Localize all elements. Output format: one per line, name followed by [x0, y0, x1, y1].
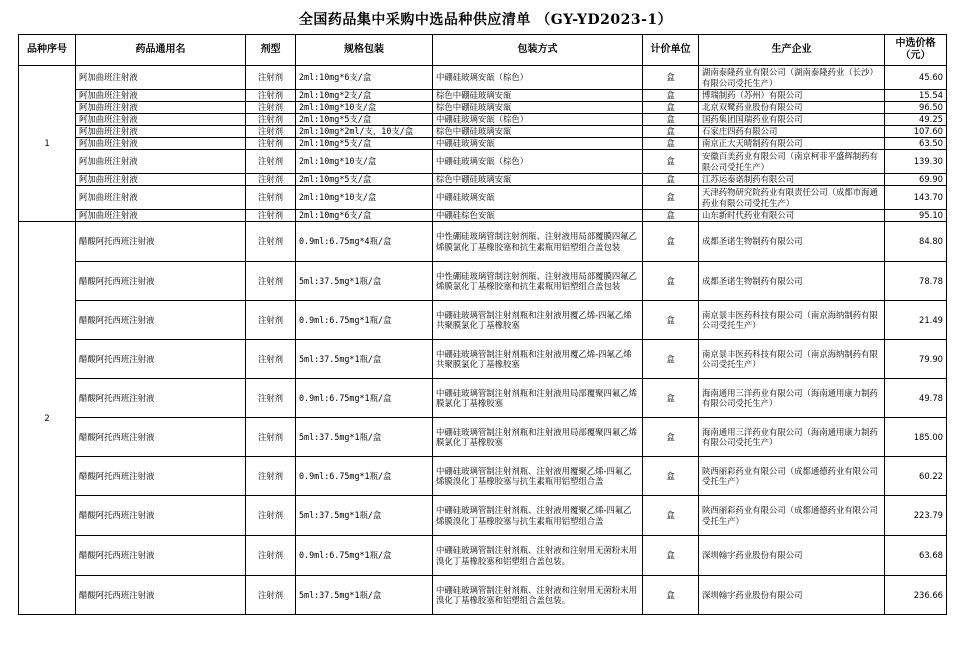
cell-name: 阿加曲班注射液: [76, 90, 246, 102]
cell-company: 江苏运泰诺制药有限公司: [699, 174, 885, 186]
cell-company: 国药集团国瑞药业有限公司: [699, 114, 885, 126]
cell-form: 注射剂: [246, 222, 296, 262]
cell-unit: 盒: [643, 174, 699, 186]
cell-company: 深圳翰宇药业股份有限公司: [699, 536, 885, 576]
cell-unit: 盒: [643, 262, 699, 301]
cell-pack: 中硼硅玻璃安瓿（棕色）: [433, 114, 643, 126]
cell-price: 49.25: [885, 114, 947, 126]
cell-company: 深圳翰宇药业股份有限公司: [699, 576, 885, 615]
cell-price: 96.50: [885, 102, 947, 114]
table-row: [19, 66, 947, 90]
cell-unit: 盒: [643, 126, 699, 138]
cell-name: 阿加曲班注射液: [76, 102, 246, 114]
cell-unit: 盒: [643, 536, 699, 576]
cell-form: 注射剂: [246, 114, 296, 126]
cell-name: 醋酸阿托西班注射液: [76, 418, 246, 457]
header-company: 生产企业: [699, 35, 885, 66]
cell-price: 223.79: [885, 496, 947, 536]
cell-price: 49.78: [885, 379, 947, 418]
header-price: 中选价格（元）: [885, 35, 947, 66]
cell-pack: 中硼硅玻璃安瓿: [433, 186, 643, 210]
table-row: [19, 126, 947, 138]
cell-pack: 中硼硅玻璃管制注射剂瓶和注射液用覆乙烯-四氟乙烯共聚膜氯化丁基橡胶塞: [433, 301, 643, 340]
cell-unit: 盒: [643, 102, 699, 114]
cell-spec: 2ml:10mg*5支/盒: [296, 174, 433, 186]
cell-name: 醋酸阿托西班注射液: [76, 496, 246, 536]
header-row: [19, 35, 947, 66]
table-row: [19, 174, 947, 186]
table-row: [19, 222, 947, 262]
cell-company: 陕西丽彩药业有限公司（成都通德药业有限公司受托生产）: [699, 496, 885, 536]
cell-name: 醋酸阿托西班注射液: [76, 222, 246, 262]
cell-unit: 盒: [643, 222, 699, 262]
table-row: [19, 210, 947, 222]
cell-name: 醋酸阿托西班注射液: [76, 340, 246, 379]
cell-company: 天津药物研究院药业有限责任公司（成都市海通药业有限公司受托生产）: [699, 186, 885, 210]
cell-spec: 0.9ml:6.75mg*1瓶/盒: [296, 301, 433, 340]
cell-form: 注射剂: [246, 174, 296, 186]
cell-spec: 0.9ml:6.75mg*1瓶/盒: [296, 379, 433, 418]
cell-pack: 中硼硅玻璃安瓿（棕色）: [433, 150, 643, 174]
cell-company: 南京正大天晴制药有限公司: [699, 138, 885, 150]
table-row: [19, 102, 947, 114]
cell-company: 山东新时代药业有限公司: [699, 210, 885, 222]
table-row: [19, 186, 947, 210]
cell-unit: 盒: [643, 210, 699, 222]
cell-pack: 中硼硅玻璃安瓿: [433, 138, 643, 150]
cell-name: 阿加曲班注射液: [76, 174, 246, 186]
cell-company: 北京双鹭药业股份有限公司: [699, 102, 885, 114]
cell-form: 注射剂: [246, 301, 296, 340]
cell-spec: 2ml:10mg*2支/盒: [296, 90, 433, 102]
cell-spec: 2ml:10mg*6支/盒: [296, 210, 433, 222]
cell-form: 注射剂: [246, 102, 296, 114]
cell-company: 安徽百美药业有限公司（南京柯菲平盛辉制药有限公司受托生产）: [699, 150, 885, 174]
cell-price: 63.68: [885, 536, 947, 576]
cell-company: 石家庄四药有限公司: [699, 126, 885, 138]
cell-spec: 0.9ml:6.75mg*1瓶/盒: [296, 457, 433, 496]
cell-name: 醋酸阿托西班注射液: [76, 576, 246, 615]
cell-pack: 中硼硅玻璃管制注射剂瓶、注射液和注射用无菌粉末用溴化丁基橡胶塞和铝塑组合盖包装。: [433, 576, 643, 615]
cell-name: 醋酸阿托西班注射液: [76, 457, 246, 496]
table-row: [19, 576, 947, 615]
cell-spec: 2ml:10mg*10支/盒: [296, 102, 433, 114]
table-row: [19, 114, 947, 126]
cell-name: 阿加曲班注射液: [76, 210, 246, 222]
cell-form: 注射剂: [246, 379, 296, 418]
cell-company: 陕西丽彩药业有限公司（成都通德药业有限公司受托生产）: [699, 457, 885, 496]
cell-pack: 中硼硅玻璃管制注射剂瓶、注射液和注射用无菌粉末用溴化丁基橡胶塞和铝塑组合盖包装。: [433, 536, 643, 576]
cell-unit: 盒: [643, 418, 699, 457]
cell-name: 醋酸阿托西班注射液: [76, 262, 246, 301]
cell-spec: 2ml:10mg*10支/盒: [296, 150, 433, 174]
cell-form: 注射剂: [246, 210, 296, 222]
cell-pack: 中性硼硅玻璃管制注射剂瓶、注射液用局部覆膜四氟乙烯膜氯化丁基橡胶塞和抗生素瓶用铝塑组合盖包装: [433, 262, 643, 301]
table-body: [19, 66, 947, 615]
cell-form: 注射剂: [246, 150, 296, 174]
cell-pack: 中硼硅玻璃安瓿（棕色）: [433, 66, 643, 90]
cell-unit: 盒: [643, 186, 699, 210]
cell-company: 成都圣诺生物制药有限公司: [699, 222, 885, 262]
cell-spec: 5ml:37.5mg*1瓶/盒: [296, 496, 433, 536]
cell-name: 阿加曲班注射液: [76, 126, 246, 138]
cell-name: 醋酸阿托西班注射液: [76, 301, 246, 340]
cell-spec: 2ml:10mg*10支/盒: [296, 186, 433, 210]
cell-unit: 盒: [643, 457, 699, 496]
cell-name: 阿加曲班注射液: [76, 186, 246, 210]
cell-pack: 中硼硅玻璃管制注射剂瓶、注射液用覆聚乙烯-四氟乙烯膜溴化丁基橡胶塞与抗生素瓶用铝塑组合盖: [433, 457, 643, 496]
header-spec: 规格包装: [296, 35, 433, 66]
cell-unit: 盒: [643, 496, 699, 536]
cell-form: 注射剂: [246, 576, 296, 615]
table-row: [19, 262, 947, 301]
header-form: 剂型: [246, 35, 296, 66]
cell-price: 236.66: [885, 576, 947, 615]
cell-price: 15.54: [885, 90, 947, 102]
cell-form: 注射剂: [246, 66, 296, 90]
cell-spec: 2ml:10mg*5支/盒: [296, 114, 433, 126]
cell-spec: 0.9ml:6.75mg*1瓶/盒: [296, 536, 433, 576]
cell-spec: 2ml:10mg*6支/盒: [296, 66, 433, 90]
cell-spec: 5ml:37.5mg*1瓶/盒: [296, 340, 433, 379]
table-row: [19, 90, 947, 102]
table-row: [19, 138, 947, 150]
cell-unit: 盒: [643, 90, 699, 102]
cell-pack: 中性硼硅玻璃管制注射剂瓶、注射液用局部覆膜四氟乙烯膜氯化丁基橡胶塞和抗生素瓶用铝塑组合盖包装: [433, 222, 643, 262]
cell-company: 博瑞制药（苏州）有限公司: [699, 90, 885, 102]
table-row: [19, 301, 947, 340]
cell-unit: 盒: [643, 301, 699, 340]
cell-price: 139.30: [885, 150, 947, 174]
cell-spec: 0.9ml:6.75mg*4瓶/盒: [296, 222, 433, 262]
cell-price: 69.90: [885, 174, 947, 186]
cell-pack: 棕色中硼硅玻璃安瓿: [433, 174, 643, 186]
cell-price: 45.60: [885, 66, 947, 90]
cell-pack: 中硼硅棕色安瓿: [433, 210, 643, 222]
document-title: 全国药品集中采购中选品种供应清单 （GY-YD2023-1）: [298, 12, 673, 28]
cell-form: 注射剂: [246, 457, 296, 496]
cell-spec: 5ml:37.5mg*1瓶/盒: [296, 576, 433, 615]
table-row: [19, 496, 947, 536]
cell-form: 注射剂: [246, 536, 296, 576]
cell-name: 阿加曲班注射液: [76, 66, 246, 90]
cell-unit: 盒: [643, 138, 699, 150]
cell-spec: 5ml:37.5mg*1瓶/盒: [296, 418, 433, 457]
cell-name: 阿加曲班注射液: [76, 138, 246, 150]
cell-form: 注射剂: [246, 340, 296, 379]
cell-spec: 2ml:10mg*5支/盒: [296, 138, 433, 150]
cell-price: 60.22: [885, 457, 947, 496]
cell-price: 21.49: [885, 301, 947, 340]
cell-company: 南京景丰医药科技有限公司（南京海纳制药有限公司受托生产）: [699, 301, 885, 340]
cell-price: 143.70: [885, 186, 947, 210]
header-pack: 包装方式: [433, 35, 643, 66]
cell-price: 84.80: [885, 222, 947, 262]
cell-company: 南京景丰医药科技有限公司（南京海纳制药有限公司受托生产）: [699, 340, 885, 379]
cell-spec: 2ml:10mg*2ml/支，10支/盒: [296, 126, 433, 138]
cell-name: 阿加曲班注射液: [76, 114, 246, 126]
table-row: [19, 340, 947, 379]
cell-price: 107.60: [885, 126, 947, 138]
group-number: 1: [19, 66, 76, 222]
cell-name: 阿加曲班注射液: [76, 150, 246, 174]
table-row: [19, 379, 947, 418]
table-row: [19, 536, 947, 576]
table-row: [19, 150, 947, 174]
cell-form: 注射剂: [246, 90, 296, 102]
cell-price: 95.10: [885, 210, 947, 222]
cell-pack: 中硼硅玻璃管制注射剂瓶、注射液用覆聚乙烯-四氟乙烯膜溴化丁基橡胶塞与抗生素瓶用铝塑组合盖: [433, 496, 643, 536]
cell-pack: 中硼硅玻璃管制注射剂瓶和注射液用局部覆聚四氟乙烯膜氯化丁基橡胶塞: [433, 379, 643, 418]
cell-price: 185.00: [885, 418, 947, 457]
table-row: [19, 457, 947, 496]
cell-price: 63.50: [885, 138, 947, 150]
cell-name: 醋酸阿托西班注射液: [76, 379, 246, 418]
cell-unit: 盒: [643, 379, 699, 418]
cell-pack: 棕色中硼硅玻璃安瓿: [433, 102, 643, 114]
cell-company: 海南通用三洋药业有限公司（海南通用康力制药有限公司受托生产）: [699, 379, 885, 418]
group-number: 2: [19, 222, 76, 615]
cell-pack: 棕色中硼硅玻璃安瓿: [433, 90, 643, 102]
cell-unit: 盒: [643, 114, 699, 126]
cell-pack: 中硼硅玻璃管制注射剂瓶和注射液用覆乙烯-四氟乙烯共聚膜氯化丁基橡胶塞: [433, 340, 643, 379]
cell-form: 注射剂: [246, 126, 296, 138]
cell-name: 醋酸阿托西班注射液: [76, 536, 246, 576]
cell-unit: 盒: [643, 340, 699, 379]
cell-pack: 棕色中硼硅玻璃安瓿: [433, 126, 643, 138]
table-row: [19, 418, 947, 457]
header-unit: 计价单位: [643, 35, 699, 66]
cell-spec: 5ml:37.5mg*1瓶/盒: [296, 262, 433, 301]
cell-unit: 盒: [643, 150, 699, 174]
cell-pack: 中硼硅玻璃管制注射剂瓶和注射液用局部覆聚四氟乙烯膜氯化丁基橡胶塞: [433, 418, 643, 457]
cell-price: 79.90: [885, 340, 947, 379]
cell-form: 注射剂: [246, 418, 296, 457]
header-no: 品种序号: [19, 35, 76, 66]
cell-form: 注射剂: [246, 262, 296, 301]
cell-company: 海南通用三洋药业有限公司（海南通用康力制药有限公司受托生产）: [699, 418, 885, 457]
cell-form: 注射剂: [246, 186, 296, 210]
cell-unit: 盒: [643, 576, 699, 615]
supply-table: [18, 34, 947, 615]
cell-company: 成都圣诺生物制药有限公司: [699, 262, 885, 301]
cell-company: 湖南泰隆药业有限公司（湖南泰隆药业（长沙）有限公司受托生产）: [699, 66, 885, 90]
cell-form: 注射剂: [246, 496, 296, 536]
cell-price: 78.78: [885, 262, 947, 301]
header-name: 药品通用名: [76, 35, 246, 66]
cell-form: 注射剂: [246, 138, 296, 150]
cell-unit: 盒: [643, 66, 699, 90]
